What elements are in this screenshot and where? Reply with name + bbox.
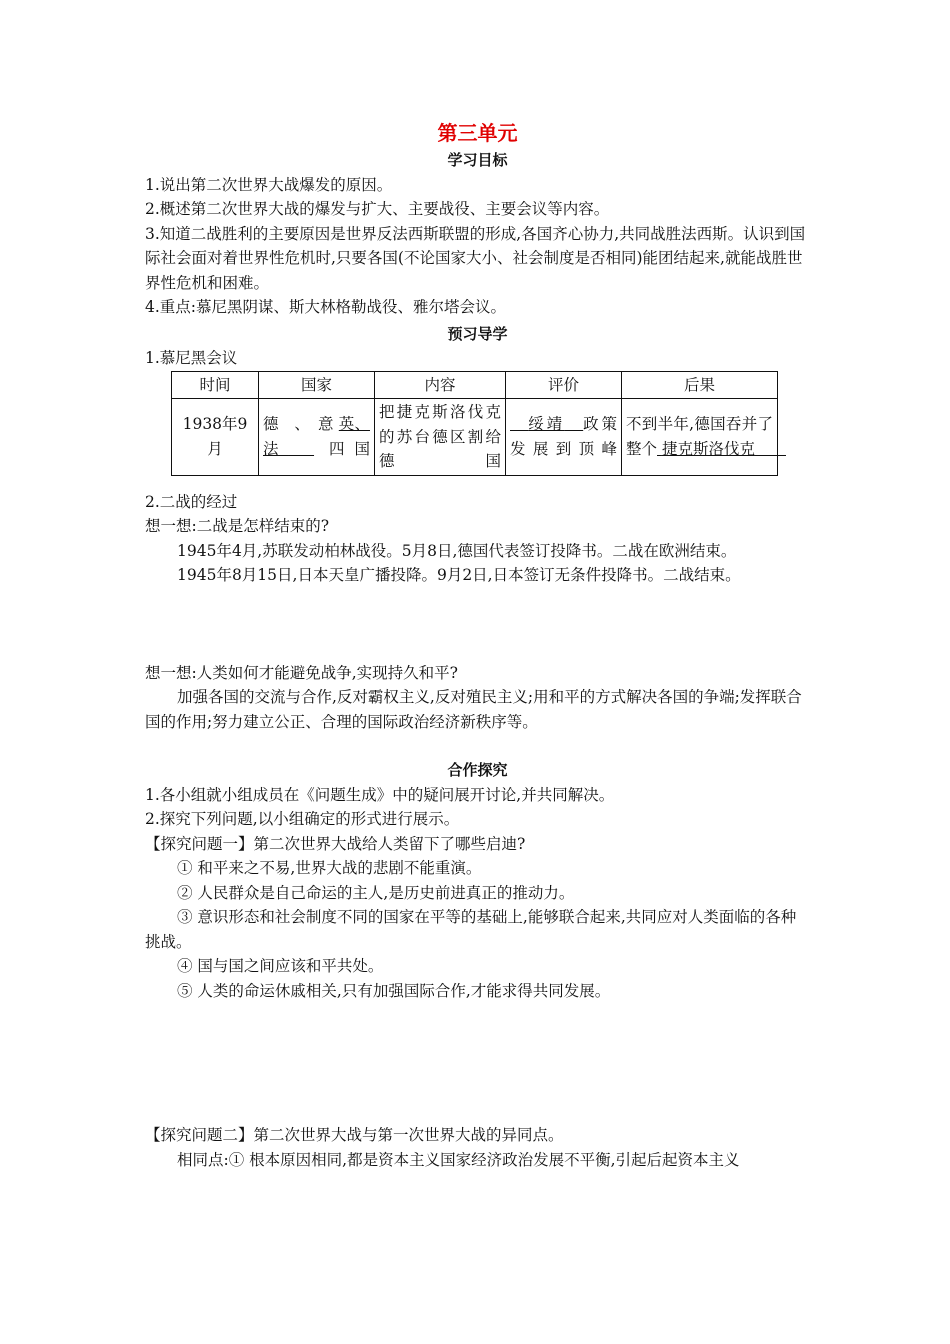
inquiry-answer: ⑤ 人类的命运休戚相关,只有加强国际合作,才能求得共同发展。 bbox=[177, 981, 611, 1000]
document-page bbox=[145, 118, 810, 1172]
objectives-heading: 学习目标 bbox=[447, 151, 508, 169]
table-row bbox=[172, 399, 778, 476]
preview-heading: 预习导学 bbox=[447, 324, 508, 343]
countries-fill: 英、法 bbox=[263, 415, 370, 458]
inquiry-question-1: 【探究问题一】第二次世界大战给人类留下了哪些启迪? bbox=[145, 834, 526, 853]
cell-result bbox=[622, 399, 778, 476]
objective-item: 3.知道二战胜利的主要原因是世界反法西斯联盟的形成,各国齐心协力,共同战胜法西斯。认识到国际社会面对着世界性危机时,只要各国(不论国家大小、社会制度是否相同)能团结起来,就能战胜世界性危机和困难。 bbox=[145, 224, 806, 292]
evaluation-rest: 政策发展到顶峰 bbox=[510, 415, 617, 458]
coop-item-1: 1.各小组就小组成员在《问题生成》中的疑问展开讨论,并共同解决。 bbox=[145, 785, 615, 804]
unit-title: 第三单元 bbox=[437, 121, 518, 145]
inquiry-answer-2: 相同点:① 根本原因相同,都是资本主义国家经济政治发展不平衡,引起后起资本主义 bbox=[177, 1150, 740, 1169]
evaluation-fill: 绥靖 bbox=[528, 415, 565, 434]
coop-heading: 合作探究 bbox=[447, 761, 508, 779]
result-fill: 捷克斯洛伐克 bbox=[661, 439, 755, 458]
inquiry-answer: ① 和平来之不易,世界大战的悲剧不能重演。 bbox=[177, 859, 482, 877]
table-header: 时间 bbox=[172, 371, 259, 399]
table-header: 后果 bbox=[622, 371, 778, 399]
munich-title: 1.慕尼黑会议 bbox=[145, 349, 238, 367]
question-1: 想一想:二战是怎样结束的? bbox=[145, 517, 330, 535]
inquiry-answer: ③ 意识形态和社会制度不同的国家在平等的基础上,能够联合起来,共同应对人类面临的各种挑战。 bbox=[145, 908, 797, 951]
cell-time: 1938年9月 bbox=[172, 399, 259, 476]
munich-table bbox=[171, 371, 778, 476]
question-2: 想一想:人类如何才能避免战争,实现持久和平? bbox=[145, 663, 458, 682]
countries-line3: 四国 bbox=[328, 439, 370, 458]
result-text: 不到半年,德国吞并了整个 bbox=[626, 415, 773, 458]
table-header: 评价 bbox=[506, 371, 622, 399]
cell-countries bbox=[259, 399, 375, 476]
answer-1-line2: 1945年8月15日,日本天皇广播投降。9月2日,日本签订无条件投降书。二战结束。 bbox=[177, 566, 741, 584]
countries-line1: 德 、 意 bbox=[263, 415, 334, 434]
cell-content: 把捷克斯洛伐克的苏台德区割给德国 bbox=[375, 399, 506, 476]
answer-2: 加强各国的交流与合作,反对霸权主义,反对殖民主义;用和平的方式解决各国的争端;发挥联合国的作用;努力建立公正、合理的国际政治经济新秩序等。 bbox=[145, 688, 802, 731]
objective-item: 4.重点:慕尼黑阴谋、斯大林格勒战役、雅尔塔会议。 bbox=[145, 298, 507, 316]
answer-1-line1: 1945年4月,苏联发动柏林战役。5月8日,德国代表签订投降书。二战在欧洲结束。 bbox=[177, 541, 737, 560]
objective-item: 1.说出第二次世界大战爆发的原因。 bbox=[145, 175, 393, 194]
war-title: 2.二战的经过 bbox=[145, 492, 238, 511]
inquiry-answer: ② 人民群众是自己命运的主人,是历史前进真正的推动力。 bbox=[177, 883, 575, 902]
cell-evaluation bbox=[506, 399, 622, 476]
inquiry-question-2: 【探究问题二】第二次世界大战与第一次世界大战的异同点。 bbox=[145, 1126, 564, 1144]
inquiry-answer: ④ 国与国之间应该和平共处。 bbox=[177, 957, 384, 975]
table-header: 国家 bbox=[259, 371, 375, 399]
objective-item: 2.概述第二次世界大战的爆发与扩大、主要战役、主要会议等内容。 bbox=[145, 200, 610, 218]
table-header: 内容 bbox=[375, 371, 506, 399]
table-header-row bbox=[172, 371, 778, 399]
coop-item-2: 2.探究下列问题,以小组确定的形式进行展示。 bbox=[145, 810, 460, 828]
